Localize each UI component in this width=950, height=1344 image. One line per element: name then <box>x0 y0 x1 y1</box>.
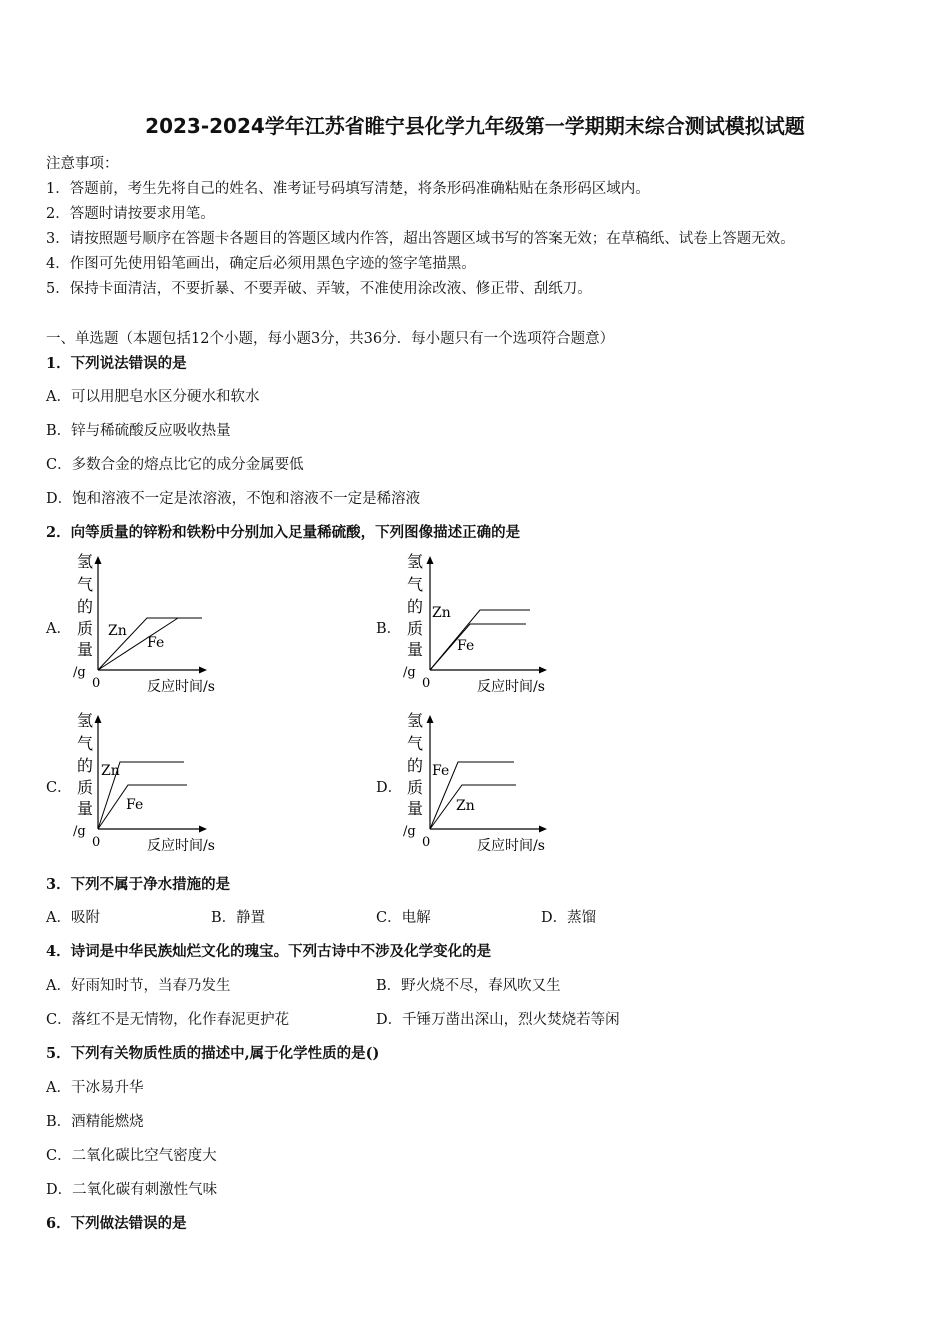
origin-label: 0 <box>422 676 431 691</box>
x-axis-label: 反应时间/s <box>477 838 545 854</box>
q5-option-d: D．二氧化碳有刺激性气味 <box>46 1182 218 1198</box>
y-unit: /g <box>73 824 86 839</box>
q3-option-a: A．吸附 <box>46 910 100 926</box>
y-label-char: 质 <box>77 778 94 797</box>
q2-graph-c <box>70 707 240 861</box>
y-unit: /g <box>403 824 416 839</box>
notice-item: 4．作图可先使用铅笔画出，确定后必须用黑色字迹的签字笔描黑。 <box>46 256 476 272</box>
y-unit: /g <box>403 665 416 680</box>
series-label-top: Zn <box>432 605 451 621</box>
q1-option-a: A．可以用肥皂水区分硬水和软水 <box>46 389 260 405</box>
q2-option-b-label: B． <box>376 621 402 637</box>
x-axis-label: 反应时间/s <box>477 679 545 695</box>
y-label-char: 量 <box>407 799 424 818</box>
y-unit: /g <box>73 665 86 680</box>
q4-option-d: D．千锤万凿出深山，烈火焚烧若等闲 <box>376 1012 620 1028</box>
q5-option-a: A．干冰易升华 <box>46 1080 144 1096</box>
question-1-stem: 1．下列说法错误的是 <box>46 355 187 372</box>
y-label-char: 气 <box>77 575 94 594</box>
origin-label: 0 <box>92 835 101 850</box>
series-label-top: Zn <box>108 623 127 639</box>
y-label-char: 的 <box>77 597 94 616</box>
y-label-char: 量 <box>77 640 94 659</box>
question-3-stem: 3．下列不属于净水措施的是 <box>46 876 231 893</box>
y-label-char: 的 <box>407 756 424 775</box>
y-label-char: 的 <box>407 597 424 616</box>
y-label-char: 量 <box>407 640 424 659</box>
y-label-char: 气 <box>77 734 94 753</box>
q4-option-a: A．好雨知时节，当春乃发生 <box>46 978 231 994</box>
page-title: 2023-2024学年江苏省睢宁县化学九年级第一学期期末综合测试模拟试题 <box>145 114 805 138</box>
q5-option-c: C．二氧化碳比空气密度大 <box>46 1148 217 1164</box>
q2-option-d-label: D． <box>376 780 403 796</box>
q1-option-b: B．锌与稀硫酸反应吸收热量 <box>46 423 231 439</box>
q3-option-c: C．电解 <box>376 910 431 926</box>
notice-heading: 注意事项： <box>46 156 119 172</box>
q1-option-d: D．饱和溶液不一定是浓溶液，不饱和溶液不一定是稀溶液 <box>46 491 421 507</box>
notice-item: 2．答题时请按要求用笔。 <box>46 206 215 222</box>
origin-label: 0 <box>422 835 431 850</box>
question-5-stem: 5．下列有关物质性质的描述中,属于化学性质的是() <box>46 1045 380 1062</box>
series-label-bottom: Fe <box>457 638 475 654</box>
y-label-char: 气 <box>407 575 424 594</box>
y-label-char: 质 <box>407 619 424 638</box>
q5-option-b: B．酒精能燃烧 <box>46 1114 144 1130</box>
q4-option-b: B．野火烧不尽，春风吹又生 <box>376 978 561 994</box>
notice-item: 5．保持卡面清洁，不要折暴、不要弄破、弄皱，不准使用涂改液、修正带、刮纸刀。 <box>46 281 592 297</box>
series-label-bottom: Fe <box>126 797 144 813</box>
y-label-char: 量 <box>77 799 94 818</box>
y-label-char: 质 <box>77 619 94 638</box>
y-label-char: 氢 <box>77 552 94 571</box>
section-heading: 一、单选题（本题包括12个小题，每小题3分，共36分．每小题只有一个选项符合题意） <box>46 331 615 347</box>
y-label-char: 氢 <box>407 552 424 571</box>
x-axis-label: 反应时间/s <box>147 679 215 695</box>
question-4-stem: 4．诗词是中华民族灿烂文化的瑰宝。下列古诗中不涉及化学变化的是 <box>46 943 492 960</box>
y-label-char: 气 <box>407 734 424 753</box>
q2-graph-d <box>400 707 570 861</box>
y-label-char: 氢 <box>77 711 94 730</box>
q1-option-c: C．多数合金的熔点比它的成分金属要低 <box>46 457 304 473</box>
series-label-top: Fe <box>432 763 450 779</box>
question-6-stem: 6．下列做法错误的是 <box>46 1215 187 1232</box>
q2-graph-b <box>400 548 570 702</box>
series-label-bottom: Fe <box>147 635 165 651</box>
x-axis-label: 反应时间/s <box>147 838 215 854</box>
notice-item: 1．答题前，考生先将自己的姓名、准考证号码填写清楚，将条形码准确粘贴在条形码区域内。 <box>46 181 650 197</box>
q3-option-d: D．蒸馏 <box>541 910 597 926</box>
question-2-stem: 2．向等质量的锌粉和铁粉中分别加入足量稀硫酸，下列图像描述正确的是 <box>46 524 521 541</box>
q2-option-c-label: C． <box>46 780 72 796</box>
series-label-top: Zn <box>101 763 120 779</box>
origin-label: 0 <box>92 676 101 691</box>
y-label-char: 质 <box>407 778 424 797</box>
q2-graph-a <box>70 548 240 702</box>
series-label-bottom: Zn <box>456 798 475 814</box>
q3-option-b: B．静置 <box>211 910 266 926</box>
notice-item: 3．请按照题号顺序在答题卡各题目的答题区域内作答，超出答题区域书写的答案无效；在草稿纸、试卷上答题无效。 <box>46 231 795 247</box>
q4-option-c: C．落红不是无情物，化作春泥更护花 <box>46 1012 290 1028</box>
y-label-char: 的 <box>77 756 94 775</box>
y-label-char: 氢 <box>407 711 424 730</box>
q2-option-a-label: A． <box>46 621 71 637</box>
